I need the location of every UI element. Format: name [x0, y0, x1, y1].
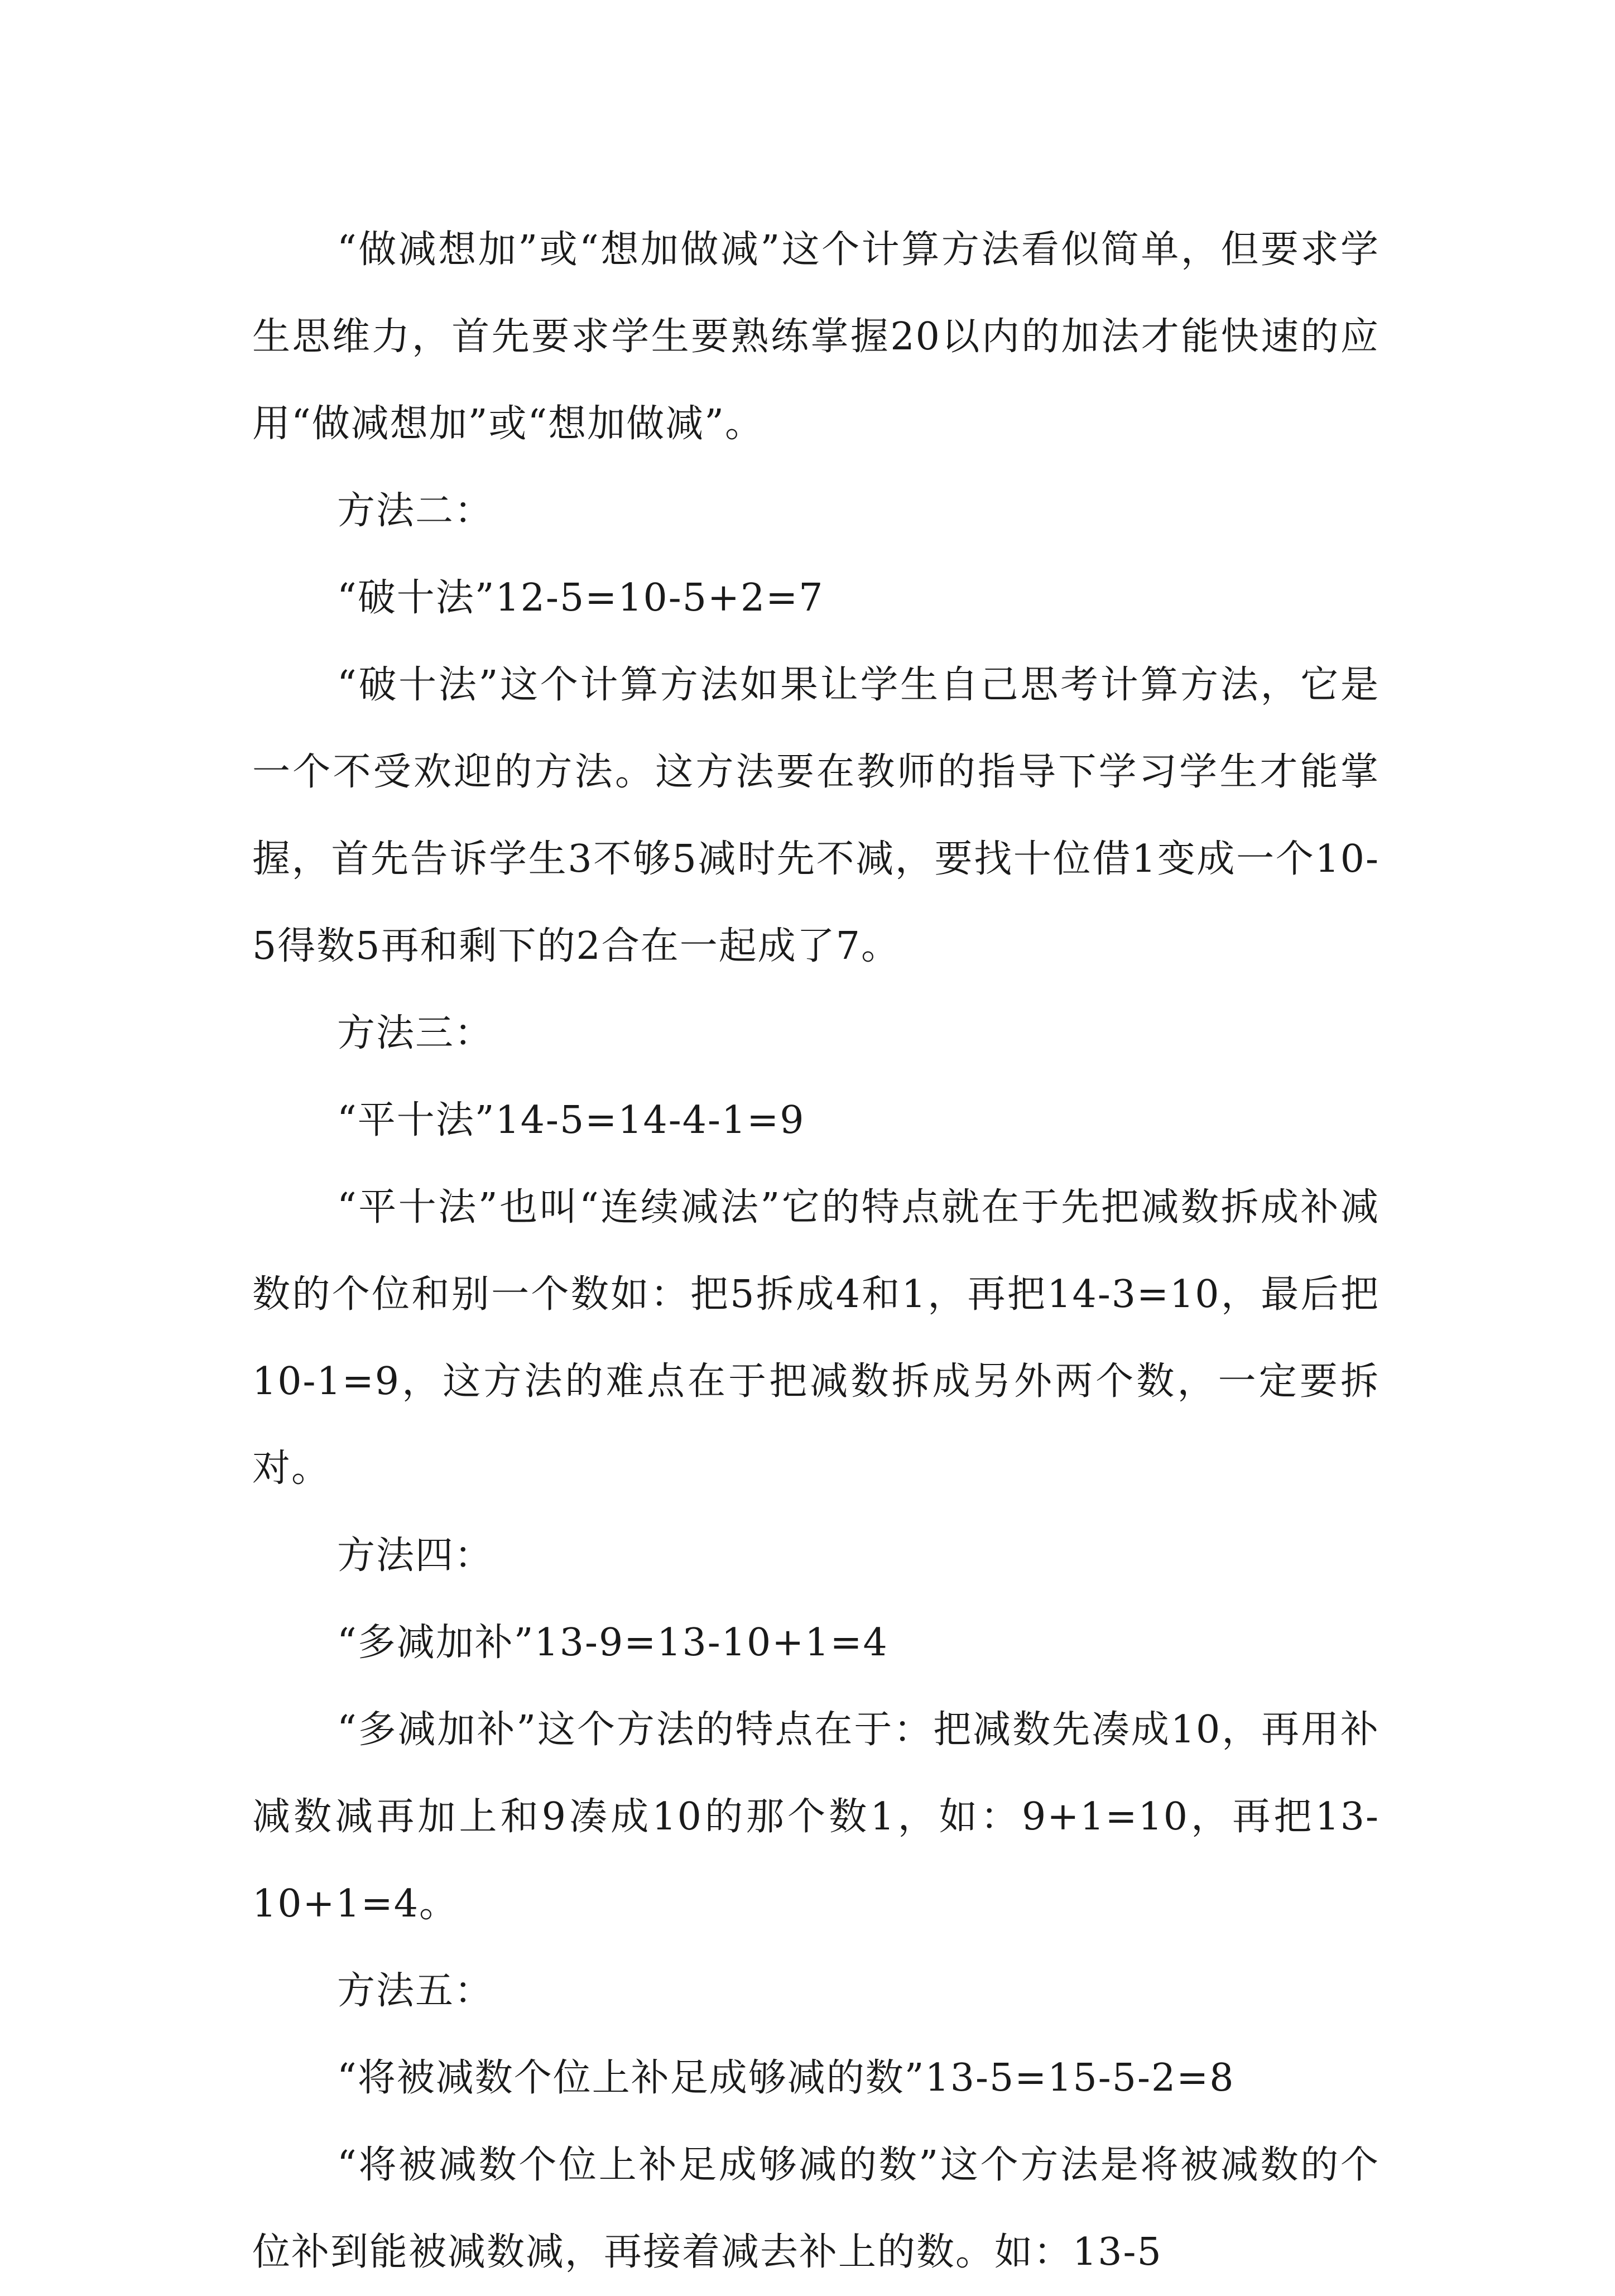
paragraph-method-2: “破十法”这个计算方法如果让学生自己思考计算方法，它是一个不受欢迎的方法。这方法要在教师的指导下学习学生才能掌握，首先告诉学生3不够5减时先不减，要找十位借1变成一个10-5得数5再和剩下的2合在一起成了7。 — [252, 663, 1380, 968]
heading-method-4: 方法四： — [337, 1534, 494, 1578]
formula-method-5: “将被减数个位上补足成够减的数”13-5=15-5-2=8 — [337, 2056, 1235, 2100]
paragraph-intro: “做减想加”或“想加做减”这个计算方法看似简单，但要求学生思维力，首先要求学生要熟练掌握20以内的加法才能快速的应用“做减想加”或“想加做减”。 — [252, 228, 1380, 446]
formula-method-4: “多减加补”13-9=13-10+1=4 — [337, 1621, 888, 1665]
heading-method-5: 方法五： — [337, 1969, 494, 2013]
document-body — [252, 206, 1380, 2296]
paragraph-method-4: “多减加补”这个方法的特点在于：把减数先凑成10，再用补减数减再加上和9凑成10的那个数1，如：9+1=10，再把13-10+1=4。 — [252, 1708, 1380, 1926]
formula-method-3: “平十法”14-5=14-4-1=9 — [337, 1098, 805, 1142]
paragraph-method-3: “平十法”也叫“连续减法”它的特点就在于先把减数拆成补减数的个位和别一个数如：把5拆成4和1，再把14-3=10，最后把10-1=9，这方法的难点在于把减数拆成另外两个数，一定要拆对。 — [252, 1185, 1380, 1491]
paragraph-method-5: “将被减数个位上补足成够减的数”这个方法是将被减数的个位补到能被减数减，再接着减去补上的数。如：13-5 — [252, 2143, 1380, 2274]
heading-method-3: 方法三： — [337, 1011, 494, 1055]
heading-method-2: 方法二： — [337, 489, 494, 533]
formula-method-2: “破十法”12-5=10-5+2=7 — [337, 576, 824, 620]
